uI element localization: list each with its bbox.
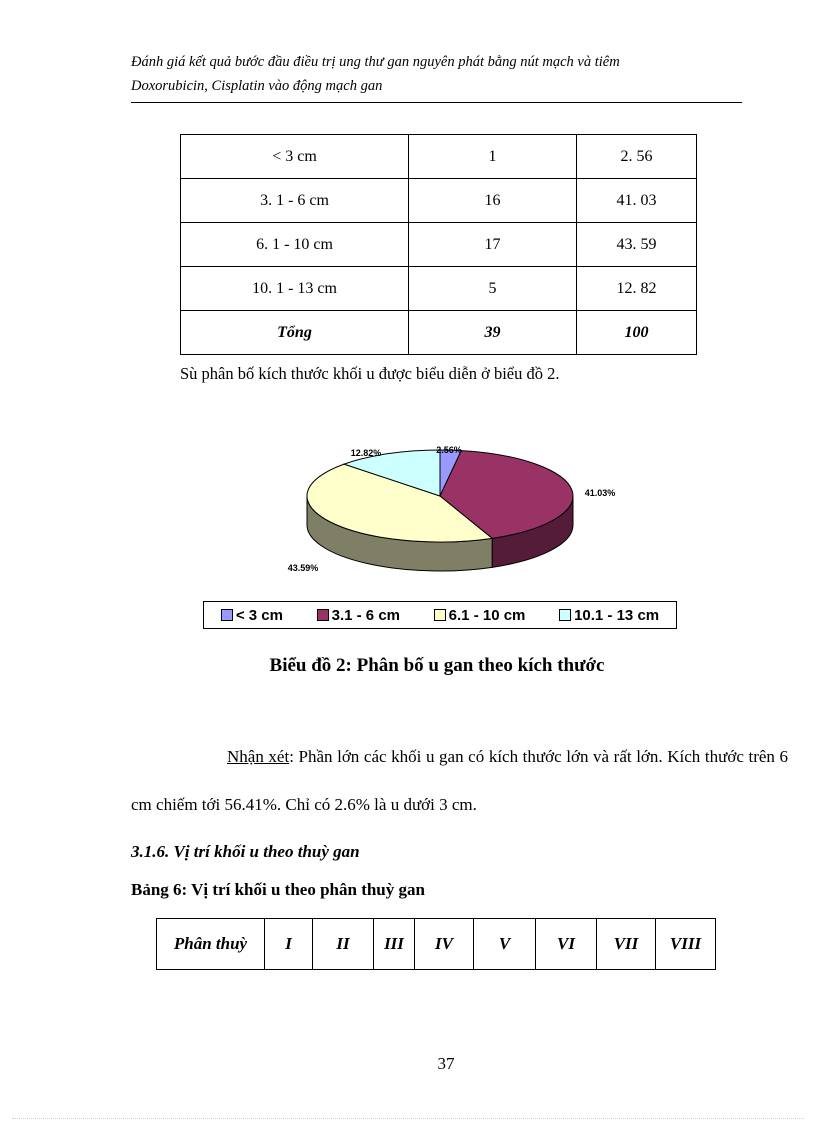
table-header-row — [157, 919, 716, 970]
chart-legend — [203, 601, 677, 629]
table-cell: 43. 59 — [577, 223, 697, 267]
table-cell: 16 — [409, 179, 577, 223]
table-cell: 41. 03 — [577, 179, 697, 223]
legend-item — [434, 607, 526, 624]
table-cell: 10. 1 - 13 cm — [181, 267, 409, 311]
table-cell: 6. 1 - 10 cm — [181, 223, 409, 267]
running-header — [131, 50, 741, 98]
header-line-2: Doxorubicin, Cisplatin vào động mạch gan — [131, 78, 383, 94]
legend-item — [221, 607, 283, 624]
table-cell: 2. 56 — [577, 135, 697, 179]
remark-label: Nhận xét — [227, 747, 290, 766]
legend-item — [317, 607, 400, 624]
table-cell: 12. 82 — [577, 267, 697, 311]
pie-data-label: 41.03% — [584, 488, 616, 498]
table-row — [181, 223, 697, 267]
legend-label: 10.1 - 13 cm — [574, 606, 660, 624]
table-header-cell: I — [265, 919, 313, 970]
table-header-cell: VI — [536, 919, 597, 970]
legend-swatch — [559, 609, 571, 621]
header-line-1: Đánh giá kết quả bước đầu điều trị ung thư gan nguyên phát bằng nút mạch và tiêm — [131, 54, 620, 70]
table-header-cell: Phân thuỳ — [157, 919, 265, 970]
legend-label: 6.1 - 10 cm — [448, 606, 526, 624]
legend-label: < 3 cm — [235, 606, 283, 624]
legend-swatch — [221, 609, 233, 621]
liver-lobe-table — [156, 918, 716, 970]
table-header-cell: IV — [415, 919, 474, 970]
remark-text: : Phần lớn các khối u gan có kích thước lớn và rất lớn. Kích thước trên 6 cm chiếm tới 56.41%. Chỉ có 2.6% là u dưới 3 cm. — [131, 747, 788, 814]
table-row — [181, 135, 697, 179]
chart-caption: Biểu đồ 2: Phân bố u gan theo kích thước — [269, 655, 605, 676]
table-cell: 17 — [409, 223, 577, 267]
table-header-cell: VIII — [656, 919, 716, 970]
legend-item — [559, 607, 659, 624]
chart-intro-text: Sù phân bố kích thước khối u được biểu diễn ở biểu đồ 2. — [180, 364, 560, 383]
table-row — [181, 267, 697, 311]
table-title: Bảng 6: Vị trí khối u theo phân thuỳ gan — [131, 880, 425, 899]
tumor-size-table — [180, 134, 697, 355]
pie-data-label: 12.82% — [350, 448, 382, 458]
table-cell: 1 — [409, 135, 577, 179]
table-header-cell: V — [474, 919, 536, 970]
table-cell: < 3 cm — [181, 135, 409, 179]
table-row — [181, 179, 697, 223]
page-number: 37 — [437, 1054, 455, 1073]
remark-paragraph — [131, 733, 788, 829]
pie-data-label: 2.56% — [436, 445, 462, 455]
table-cell: 39 — [409, 311, 577, 355]
table-header-cell: III — [374, 919, 415, 970]
header-rule — [131, 102, 742, 103]
table-cell: 100 — [577, 311, 697, 355]
section-title: 3.1.6. Vị trí khối u theo thuỳ gan — [131, 842, 360, 861]
table-header-cell: II — [313, 919, 374, 970]
footer-rule — [12, 1118, 804, 1119]
table-header-cell: VII — [597, 919, 656, 970]
legend-label: 3.1 - 6 cm — [331, 606, 400, 624]
pie-data-label: 43.59% — [287, 563, 319, 573]
table-total-row — [181, 311, 697, 355]
table-cell: 5 — [409, 267, 577, 311]
table-cell: Tổng — [181, 311, 409, 355]
legend-swatch — [317, 609, 329, 621]
legend-swatch — [434, 609, 446, 621]
table-cell: 3. 1 - 6 cm — [181, 179, 409, 223]
